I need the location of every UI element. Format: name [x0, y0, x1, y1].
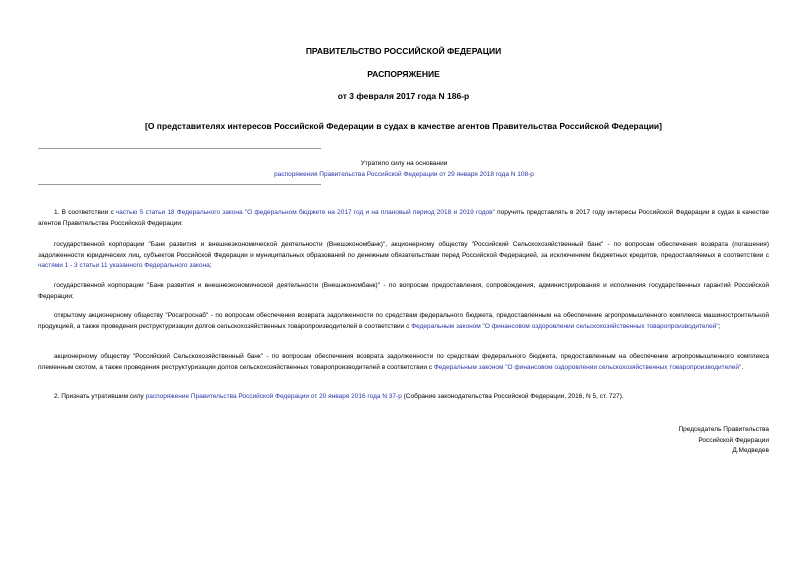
paragraph-rshb-text-a: акционерному обществу "Российский Сельскохозяйственный банк" - по вопросам обеспечения возврата задолженности по средствам федерального бюджета, предоставленным на обеспечение агропромышленного комплекса племенным скотом, а также проведения реструктуризации долгов сельскохозяйственных товаропроизводителей в соответствии с	[38, 353, 769, 371]
status-note-text: Утратило силу на основании	[360, 160, 448, 167]
clause-1-text-a: 1. В соответствии с	[54, 209, 116, 216]
paragraph-veb2-text: государственной корпорации "Банк развития и внешнеэкономической деятельности (Внешэкономбанк)" - по вопросам предоставления, сопровождения, администрирования и исполнения государственных гарантий Российской Федерации;	[38, 282, 769, 300]
status-note-link[interactable]: распоряжения Правительства Российской Федерации от 29 января 2018 года N 108-р	[274, 171, 534, 178]
clause-1	[38, 208, 769, 229]
signature-block	[678, 425, 769, 457]
paragraph-rosagrosnab	[38, 311, 769, 332]
clause-2-text-a: 2. Признать утратившим силу	[54, 393, 146, 400]
clause-1-text-b: поручить представлять в 2017 году интересы Российской Федерации в судах в качестве агентов Правительства Российской Федерации:	[38, 209, 769, 227]
paragraph-rshb	[38, 352, 769, 373]
agro-recovery-law-link-1[interactable]: Федеральным законом "О финансовом оздоровлении сельскохозяйственных товаропроизводителей"	[411, 322, 719, 330]
article-11-link[interactable]: частями 1 - 3 статьи 11 указанного Федерального закона	[38, 262, 210, 269]
paragraph-rosagro-text-b: ;	[718, 322, 721, 330]
document-date-number: от 3 февраля 2017 года N 186-р	[337, 91, 470, 101]
signature-organization: Российской Федерации	[698, 436, 769, 444]
budget-law-link[interactable]: частью 5 статьи 18 Федерального закона "О федеральном бюджете на 2017 год и на плановый период 2018 и 2019 годов"	[115, 209, 495, 216]
document-type: РАСПОРЯЖЕНИЕ	[367, 69, 440, 79]
clause-2	[38, 392, 769, 403]
signature-name: Д.Медведев	[732, 447, 769, 454]
paragraph-veb-text-a: государственной корпорации "Банк развития и внешнеэкономической деятельности (Внешэкономбанк)", акционерному обществу "Российский Сельскохозяйственный банк" - по вопросам обеспечения возврата (погашения) задолженности юридических лиц, субъектов Российской Федерации и муниципальных образований по денежным обязательствам перед Российской Федерацией, за исключением бюджетных кредитов, предоставляемых в соответствии с	[38, 241, 769, 259]
signature-position: Председатель Правительства	[678, 426, 769, 433]
divider-bottom	[38, 184, 321, 185]
paragraph-rosagro-text-a: открытому акционерному обществу "Росагроснаб" - по вопросам обеспечения возврата задолженности по средствам федерального бюджета, предоставленным на обеспечение агропромышленного комплекса машиностроительной продукцией, а также проведения реструктуризации долгов сельскохозяйственных товаропроизводителей в соответствии с	[38, 312, 769, 330]
clause-2-text-b: (Собрание законодательства Российской Федерации, 2016, N 5, ст. 727).	[401, 393, 624, 400]
paragraph-veb-guarantees	[38, 281, 769, 302]
issuing-authority: ПРАВИТЕЛЬСТВО РОССИЙСКОЙ ФЕДЕРАЦИИ	[305, 46, 502, 56]
agro-recovery-law-link-2[interactable]: Федеральным законом "О финансовом оздоровлении сельскохозяйственных товаропроизводителей"	[433, 363, 742, 371]
divider-top	[38, 148, 321, 149]
paragraph-veb-text-b: ;	[209, 262, 212, 269]
paragraph-rshb-text-b: .	[741, 363, 744, 371]
paragraph-veb-rshb	[38, 240, 769, 272]
status-note	[200, 158, 608, 180]
repealed-order-link[interactable]: распоряжение Правительства Российской Федерации от 20 января 2016 года N 37-р	[145, 393, 402, 400]
document-title: [О представителях интересов Российской Федерации в судах в качестве агентов Правительства Российской Федерации]	[145, 121, 662, 131]
